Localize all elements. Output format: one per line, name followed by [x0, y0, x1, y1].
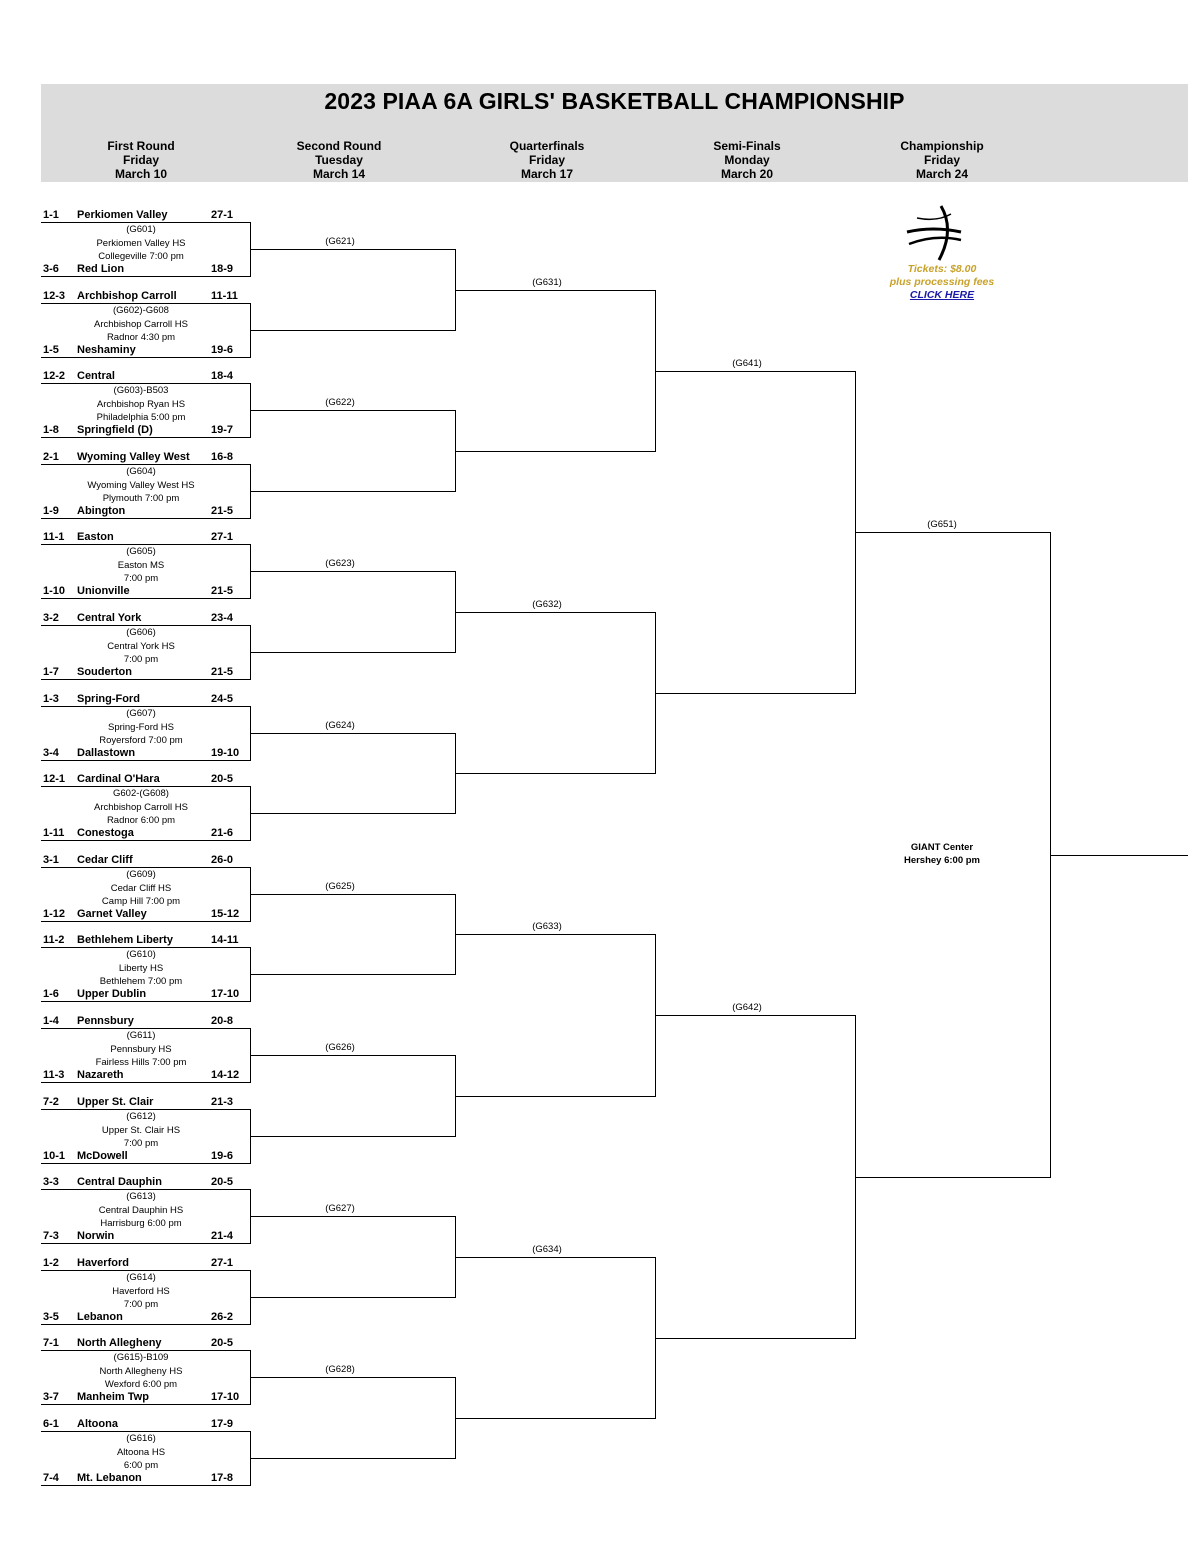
team-name: North Allegheny: [77, 1337, 162, 1349]
team-record: 24-5: [211, 693, 234, 705]
team-row: [0, 209, 260, 223]
second-round-game: (G624): [325, 720, 355, 731]
team-seed: 6-1: [43, 1418, 59, 1430]
game-city-time: Collegeville 7:00 pm: [98, 251, 184, 262]
game-number: (G616): [126, 1433, 156, 1444]
team-row: [0, 505, 260, 519]
round-date: March 14: [312, 167, 366, 181]
round-name: Quarterfinals: [509, 139, 585, 153]
team-seed: 1-6: [43, 988, 59, 1000]
team-row: [0, 934, 260, 948]
team-record: 17-10: [211, 1391, 240, 1403]
game-site: Pennsbury HS: [110, 1043, 172, 1055]
team-seed: 1-1: [43, 209, 59, 221]
team-record: 11-11: [211, 290, 238, 302]
team-name: Cedar Cliff: [77, 854, 133, 866]
team-row: [0, 263, 260, 277]
team-seed: 1-12: [43, 908, 66, 920]
team-seed: 11-1: [43, 531, 65, 543]
team-name: Central Dauphin: [77, 1176, 162, 1188]
team-seed: 11-3: [43, 1069, 65, 1081]
game-site: Archbishop Carroll HS: [94, 801, 188, 813]
team-record: 21-4: [211, 1230, 234, 1242]
team-row: [0, 1418, 260, 1432]
game-number: G602-(G608): [113, 788, 169, 799]
team-row: [0, 854, 260, 868]
team-seed: 7-3: [43, 1230, 59, 1242]
team-row: [0, 1472, 260, 1486]
game-city-time: Radnor 4:30 pm: [106, 332, 176, 343]
team-seed: 3-3: [43, 1176, 59, 1188]
game-number: (G605): [126, 546, 156, 557]
round-day: Friday: [122, 153, 159, 167]
team-name: Abington: [77, 505, 126, 517]
team-record: 21-5: [211, 585, 234, 597]
page-title: 2023 PIAA 6A GIRLS' BASKETBALL CHAMPIONSHIP: [324, 88, 905, 114]
second-round-game: (G621): [325, 236, 355, 247]
first-round-game: [51, 1271, 231, 1312]
team-row: [0, 693, 260, 707]
game-city-time: Bethlehem 7:00 pm: [99, 976, 183, 987]
semifinal-game: (G641): [732, 358, 762, 369]
round-name: Semi-Finals: [713, 139, 781, 153]
team-record: 19-7: [211, 424, 234, 436]
team-row: [0, 773, 260, 787]
first-round-game: [51, 787, 231, 828]
round-day: Friday: [923, 153, 960, 167]
team-name: Perkiomen Valley: [77, 209, 168, 221]
game-site: Haverford HS: [112, 1285, 170, 1297]
team-record: 20-8: [211, 1015, 234, 1027]
team-row: [0, 1096, 260, 1110]
team-name: McDowell: [77, 1150, 128, 1162]
team-record: 20-5: [211, 1337, 234, 1349]
team-seed: 1-11: [43, 827, 65, 839]
team-name: Haverford: [77, 1257, 129, 1269]
second-round-game: (G626): [325, 1042, 355, 1053]
team-record: 19-10: [211, 747, 240, 759]
team-row: [0, 1230, 260, 1244]
team-seed: 1-3: [43, 693, 59, 705]
team-name: Springfield (D): [77, 424, 153, 436]
team-seed: 1-8: [43, 424, 59, 436]
team-name: Central: [77, 370, 115, 382]
team-row: [0, 424, 260, 438]
first-round-game: [51, 545, 231, 586]
team-record: 18-4: [211, 370, 234, 382]
game-site: Cedar Cliff HS: [110, 882, 172, 894]
team-record: 21-5: [211, 505, 234, 517]
team-seed: 3-4: [43, 747, 59, 759]
team-seed: 3-6: [43, 263, 59, 275]
team-name: Altoona: [77, 1418, 118, 1430]
team-row: [0, 531, 260, 545]
game-city-time: 6:00 pm: [123, 1460, 159, 1471]
team-record: 19-6: [211, 1150, 234, 1162]
team-row: [0, 1391, 260, 1405]
round-date: March 24: [915, 167, 969, 181]
team-seed: 11-2: [43, 934, 65, 946]
team-seed: 1-7: [43, 666, 59, 678]
game-number: (G614): [126, 1272, 156, 1283]
first-round-game: [51, 304, 231, 345]
first-round-game: [51, 1351, 231, 1392]
team-name: Manheim Twp: [77, 1391, 149, 1403]
championship-game: (G651): [927, 519, 957, 530]
team-seed: 7-4: [43, 1472, 59, 1484]
team-record: 17-8: [211, 1472, 234, 1484]
team-row: [0, 451, 260, 465]
team-row: [0, 1337, 260, 1351]
team-seed: 12-2: [43, 370, 66, 382]
team-row: [0, 612, 260, 626]
round-date: March 17: [520, 167, 574, 181]
second-round-game: (G622): [325, 397, 355, 408]
team-name: Bethlehem Liberty: [77, 934, 173, 946]
team-row: [0, 1069, 260, 1083]
semifinal-game: (G642): [732, 1002, 762, 1013]
game-number: (G603)-B503: [113, 385, 169, 396]
game-number: (G607): [126, 708, 156, 719]
quarterfinal-game: (G633): [532, 921, 562, 932]
game-site: Upper St. Clair HS: [101, 1124, 181, 1136]
team-row: [0, 827, 260, 841]
quarterfinal-game: (G634): [532, 1244, 562, 1255]
game-number: (G615)-B109: [113, 1352, 169, 1363]
round-day: Friday: [528, 153, 565, 167]
basketball-icon: [903, 204, 963, 264]
team-row: [0, 1150, 260, 1164]
championship-venue: [872, 841, 1012, 867]
round-date: March 20: [720, 167, 774, 181]
round-day: Tuesday: [315, 153, 363, 167]
game-city-time: 7:00 pm: [123, 1299, 159, 1310]
team-name: Mt. Lebanon: [77, 1472, 142, 1484]
first-round-game: [51, 626, 231, 667]
team-seed: 3-5: [43, 1311, 59, 1323]
game-site: Easton MS: [117, 559, 165, 571]
game-number: (G612): [126, 1111, 156, 1122]
team-row: [0, 666, 260, 680]
game-number: (G609): [126, 869, 156, 880]
game-site: Central Dauphin HS: [98, 1204, 184, 1216]
team-record: 27-1: [211, 531, 234, 543]
game-number: (G601): [126, 224, 156, 235]
team-row: [0, 988, 260, 1002]
team-name: Pennsbury: [77, 1015, 134, 1027]
round-day: Monday: [724, 153, 770, 167]
team-row: [0, 908, 260, 922]
team-name: Spring-Ford: [77, 693, 140, 705]
round-name: Second Round: [296, 139, 382, 153]
game-city-time: Harrisburg 6:00 pm: [100, 1218, 182, 1229]
team-seed: 7-1: [43, 1337, 59, 1349]
round-date: March 10: [114, 167, 168, 181]
team-name: Upper Dublin: [77, 988, 147, 1000]
game-city-time: Wexford 6:00 pm: [104, 1379, 178, 1390]
team-seed: 1-10: [43, 585, 66, 597]
team-seed: 10-1: [43, 1150, 66, 1162]
venue-city-time: Hershey 6:00 pm: [903, 855, 981, 866]
first-round-game: [51, 1190, 231, 1231]
second-round-game: (G625): [325, 881, 355, 892]
team-record: 19-6: [211, 344, 234, 356]
team-seed: 7-2: [43, 1096, 59, 1108]
round-name: First Round: [107, 139, 175, 153]
team-record: 26-0: [211, 854, 234, 866]
team-record: 21-3: [211, 1096, 234, 1108]
game-number: (G606): [126, 627, 156, 638]
tickets-price: Tickets: $8.00: [907, 263, 977, 275]
second-round-game: (G623): [325, 558, 355, 569]
team-name: Garnet Valley: [77, 908, 147, 920]
game-city-time: 7:00 pm: [123, 654, 159, 665]
venue-name: GIANT Center: [910, 842, 974, 853]
team-record: 15-12: [211, 908, 240, 920]
game-city-time: 7:00 pm: [123, 573, 159, 584]
game-site: Central York HS: [107, 640, 175, 652]
team-name: Souderton: [77, 666, 132, 678]
team-record: 14-11: [211, 934, 239, 946]
team-name: Red Lion: [77, 263, 125, 275]
team-name: Conestoga: [77, 827, 134, 839]
team-record: 27-1: [211, 1257, 234, 1269]
team-record: 21-6: [211, 827, 234, 839]
first-round-game: [51, 223, 231, 264]
game-number: (G611): [126, 1030, 156, 1041]
team-seed: 1-4: [43, 1015, 59, 1027]
team-name: Dallastown: [77, 747, 136, 759]
game-number: (G610): [126, 949, 156, 960]
game-site: Spring-Ford HS: [108, 721, 174, 733]
game-city-time: Radnor 6:00 pm: [106, 815, 176, 826]
game-site: Wyoming Valley West HS: [87, 479, 195, 491]
team-name: Central York: [77, 612, 142, 624]
team-name: Wyoming Valley West: [77, 451, 190, 463]
game-city-time: Camp Hill 7:00 pm: [101, 896, 181, 907]
game-city-time: 7:00 pm: [123, 1138, 159, 1149]
team-name: Norwin: [77, 1230, 115, 1242]
team-name: Neshaminy: [77, 344, 136, 356]
game-city-time: Fairless Hills 7:00 pm: [95, 1057, 187, 1068]
team-seed: 12-1: [43, 773, 66, 785]
team-row: [0, 344, 260, 358]
team-row: [0, 1015, 260, 1029]
team-name: Nazareth: [77, 1069, 124, 1081]
team-row: [0, 290, 260, 304]
game-city-time: Philadelphia 5:00 pm: [96, 412, 186, 423]
team-row: [0, 370, 260, 384]
team-record: 27-1: [211, 209, 234, 221]
team-seed: 3-7: [43, 1391, 59, 1403]
first-round-game: [51, 707, 231, 748]
team-seed: 2-1: [43, 451, 59, 463]
quarterfinal-game: (G631): [532, 277, 562, 288]
team-record: 14-12: [211, 1069, 240, 1081]
team-seed: 1-9: [43, 505, 59, 517]
quarterfinal-game: (G632): [532, 599, 562, 610]
team-seed: 3-1: [43, 854, 59, 866]
team-name: Easton: [77, 531, 114, 543]
team-name: Unionville: [77, 585, 130, 597]
game-site: Liberty HS: [118, 962, 164, 974]
round-name: Championship: [900, 139, 984, 153]
first-round-game: [51, 1432, 231, 1473]
first-round-game: [51, 384, 231, 425]
tickets-fees: plus processing fees: [889, 276, 995, 288]
team-seed: 3-2: [43, 612, 59, 624]
team-seed: 1-5: [43, 344, 59, 356]
team-row: [0, 585, 260, 599]
team-record: 17-10: [211, 988, 240, 1000]
team-row: [0, 1257, 260, 1271]
game-site: North Allegheny HS: [99, 1365, 183, 1377]
game-city-time: Royersford 7:00 pm: [99, 735, 183, 746]
team-record: 21-5: [211, 666, 234, 678]
team-record: 20-5: [211, 773, 234, 785]
game-site: Perkiomen Valley HS: [96, 237, 186, 249]
first-round-game: [51, 1110, 231, 1151]
team-record: 16-8: [211, 451, 234, 463]
second-round-game: (G627): [325, 1203, 355, 1214]
first-round-game: [51, 948, 231, 989]
team-row: [0, 1176, 260, 1190]
tickets-info: [862, 263, 1022, 302]
team-record: 20-5: [211, 1176, 234, 1188]
game-site: Archbishop Ryan HS: [96, 398, 186, 410]
game-site: Altoona HS: [116, 1446, 166, 1458]
first-round-game: [51, 868, 231, 909]
team-record: 26-2: [211, 1311, 234, 1323]
team-seed: 12-3: [43, 290, 66, 302]
team-record: 17-9: [211, 1418, 234, 1430]
team-record: 23-4: [211, 612, 234, 624]
game-number: (G613): [126, 1191, 156, 1202]
team-name: Archbishop Carroll: [77, 290, 177, 302]
team-row: [0, 1311, 260, 1325]
first-round-game: [51, 1029, 231, 1070]
game-city-time: Plymouth 7:00 pm: [102, 493, 180, 504]
game-number: (G604): [126, 466, 156, 477]
team-name: Lebanon: [77, 1311, 123, 1323]
team-seed: 1-2: [43, 1257, 59, 1269]
team-name: Cardinal O'Hara: [77, 773, 160, 785]
tickets-link[interactable]: CLICK HERE: [909, 289, 975, 301]
second-round-game: (G628): [325, 1364, 355, 1375]
game-number: (G602)-G608: [113, 305, 169, 316]
game-site: Archbishop Carroll HS: [94, 318, 188, 330]
first-round-game: [51, 465, 231, 506]
team-record: 18-9: [211, 263, 234, 275]
team-name: Upper St. Clair: [77, 1096, 154, 1108]
team-row: [0, 747, 260, 761]
